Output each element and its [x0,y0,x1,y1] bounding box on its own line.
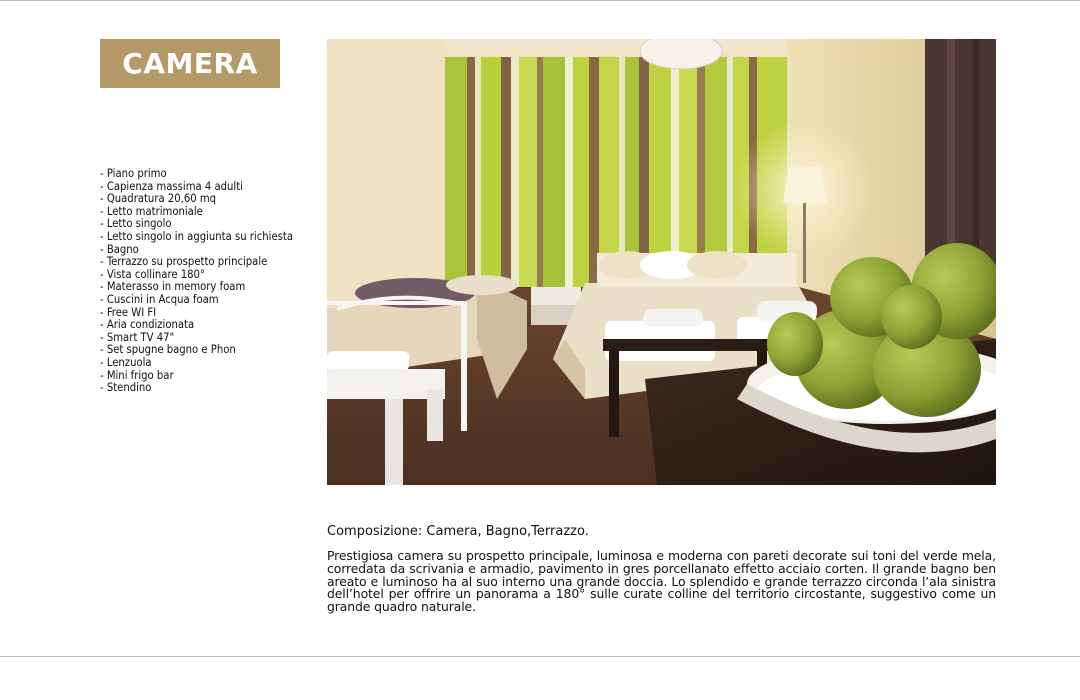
composition-line: Composizione: Camera, Bagno,Terrazzo. [327,524,589,539]
feature-item: - Mini frigo bar [100,368,174,382]
feature-item: - Set spugne bagno e Phon [100,343,236,357]
feature-item: - Letto singolo in aggiunta su richiesta [100,229,293,243]
bottom-divider [0,656,1080,657]
room-photo [327,39,996,485]
feature-item: - Capienza massima 4 adulti [100,179,243,193]
feature-item: - Stendino [100,381,152,395]
feature-item: - Lenzuola [100,355,152,369]
feature-item: - Vista collinare 180° [100,267,205,281]
feature-item: - Smart TV 47" [100,330,175,344]
feature-item: - Quadratura 20,60 mq [100,192,217,206]
feature-item: - Free WI FI [100,305,157,319]
room-photo-illustration [327,39,996,485]
feature-item: - Terrazzo su prospetto principale [100,255,268,269]
feature-item: - Piano primo [100,167,167,180]
feature-item: - Bagno [100,242,139,256]
feature-item: - Letto singolo [100,217,172,231]
pillow [687,251,747,279]
floor-lamp-shade [783,167,827,203]
towels-left [327,351,409,371]
curtain [925,39,996,279]
feature-item: - Letto matrimoniale [100,204,203,218]
top-divider [0,0,1080,1]
feature-item: - Materasso in memory foam [100,280,246,294]
features-list [100,168,293,395]
feature-item: - Cuscini in Acqua foam [100,292,219,306]
floor-lamp-pole [803,203,806,283]
feature-item: - Aria condizionata [100,318,195,332]
room-description: Prestigiosa camera su prospetto principale, luminosa e moderna con pareti decorate sui toni del verde mela, corredata da scrivania e armadio, pavimento in gres porcellanato effetto acciaio corten. Il grande bagno ben areato e luminoso ha al suo interno una grande doccia. Lo splendido e grande terrazzo circonda l’ala sinistra dell’hotel per offrire un panorama a 180° sulle curate colline del territorio circostante, suggestivo come un grande quadro naturale. [327,548,996,615]
room-title-badge: CAMERA 12 [100,39,280,88]
bench [603,339,773,351]
nightstand [531,287,581,305]
